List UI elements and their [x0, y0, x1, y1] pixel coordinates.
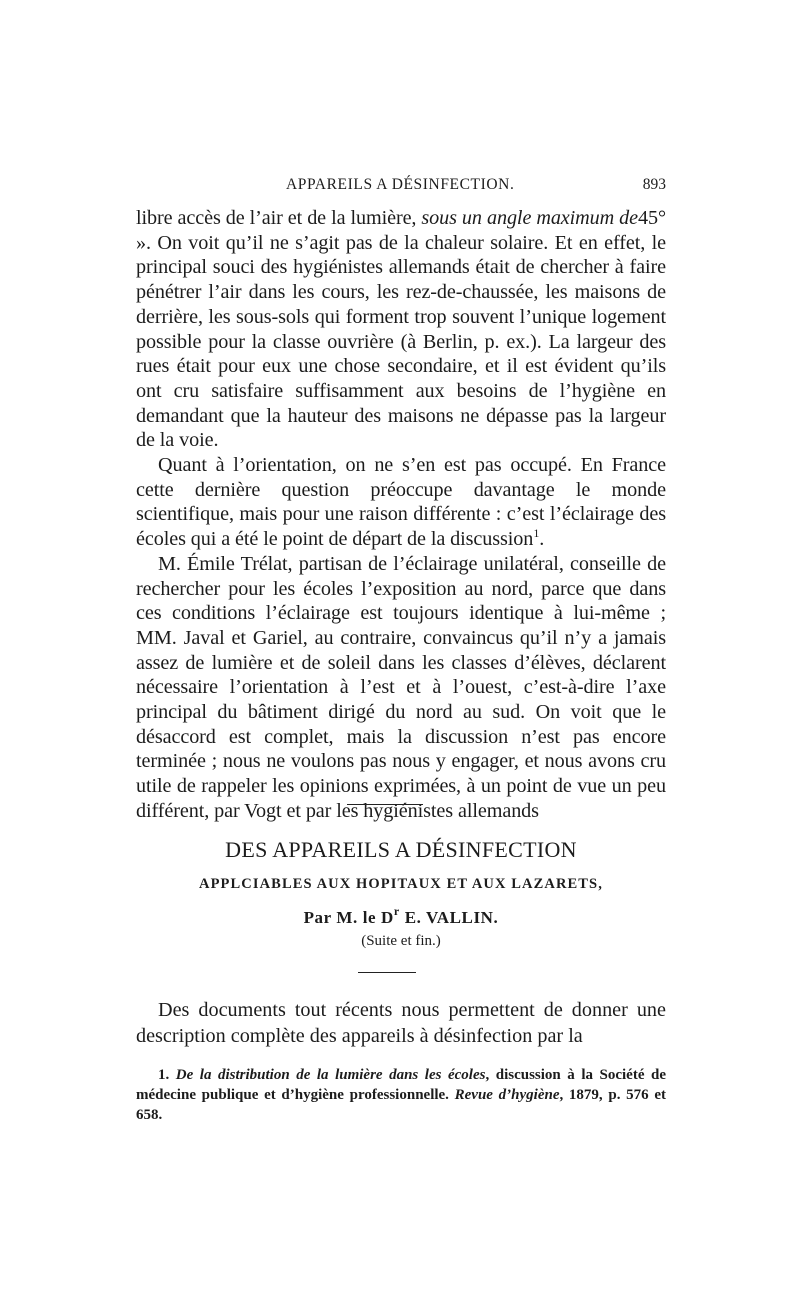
footnote-title: De la distribution de la lumière dans les écoles	[175, 1067, 486, 1083]
paragraph-1-text-a: libre accès de l’air et de la lumière,	[136, 207, 422, 229]
intro-paragraph: Des documents tout récents nous permettent de donner une description complète des appareils à désinfection par la	[136, 999, 666, 1047]
section-intro	[136, 997, 666, 1049]
footnote-journal: Revue d’hygiène	[454, 1087, 560, 1103]
paragraph-1-italic: sous un angle maximum de	[421, 207, 639, 229]
paragraph-1-text-b: 45° ». On voit qu’il ne s’agit pas de la chaleur solaire. Et en effet, le principal souci des hygiénistes allemands était de chercher à faire pénétrer l’air dans les cours, les rez-de-chaussée, les maisons de derrière, les sous-sols qui forment trop souvent l’unique logement possible pour la classe ouvrière (à Berlin, p. ex.). La largeur des rues était pour eux une chose secondaire, et il est évident qu’ils ont cru satisfaire suffisamment aux besoins de l’hygiène en demandant que la hauteur des maisons ne dépasse pas la largeur de la voie.	[136, 207, 666, 452]
author-byline	[136, 904, 666, 928]
continuation-note: (Suite et fin.)	[361, 933, 441, 949]
section-title: DES APPAREILS A DÉSINFECTION	[225, 837, 577, 862]
paragraph-1	[136, 206, 666, 453]
section-subtitle: APPLCIABLES AUX HOPITAUX ET AUX LAZARETS,	[199, 876, 603, 892]
section-divider-bottom	[358, 972, 416, 973]
footnote-text-a: , discussion à la Société de médecine publique et d’hygiène professionnelle.	[136, 1067, 667, 1103]
footnote-marker: 1.	[158, 1067, 176, 1083]
section-divider-top	[347, 804, 423, 805]
footnote	[136, 1065, 666, 1125]
body-text	[136, 206, 666, 824]
footnote-text-b: , 1879, p. 576 et 658.	[136, 1087, 667, 1123]
running-title: APPAREILS A DÉSINFECTION.	[286, 176, 515, 193]
paragraph-2-end: .	[539, 528, 545, 551]
paragraph-3-text: M. Émile Trélat, partisan de l’éclairage unilatéral, conseille de rechercher pour les écoles l’exposition au nord, parce que dans ces conditions l’éclairage est toujours identique à lui-même ; MM. Javal et Gariel, au contraire, convaincus qu’il n’y a jamais assez de lumière et de soleil dans les classes d’élèves, déclarent nécessaire l’orientation à l’est et à l’ouest, c’est-à-dire l’axe principal du bâtiment dirigé du nord au sud. On voit que le désaccord est complet, mais la discussion n’est pas encore terminée ; nous ne voulons pas nous y engager, et nous avons cru utile de rappeler les opinions exprimées, à un point de vue un peu différent, par Vogt et par les hygiénistes allemands	[136, 552, 666, 822]
byline-superscript: r	[393, 904, 400, 918]
paragraph-2	[136, 453, 666, 552]
footnote-reference: 1	[533, 526, 540, 541]
paragraph-2-text: Quant à l’orientation, on ne s’en est pas occupé. En France cette dernière question préoccupe davantage le monde scientifique, mais pour une raison différente : c’est l’éclairage des écoles qui a été le point de départ de la discussion	[136, 454, 666, 551]
paragraph-3	[136, 552, 666, 824]
byline-prefix: Par M. le D	[303, 908, 394, 927]
footnote-text	[136, 1065, 666, 1125]
page-number: 893	[642, 176, 666, 193]
byline-name: E. VALLIN.	[399, 908, 499, 927]
page-header	[136, 176, 666, 200]
